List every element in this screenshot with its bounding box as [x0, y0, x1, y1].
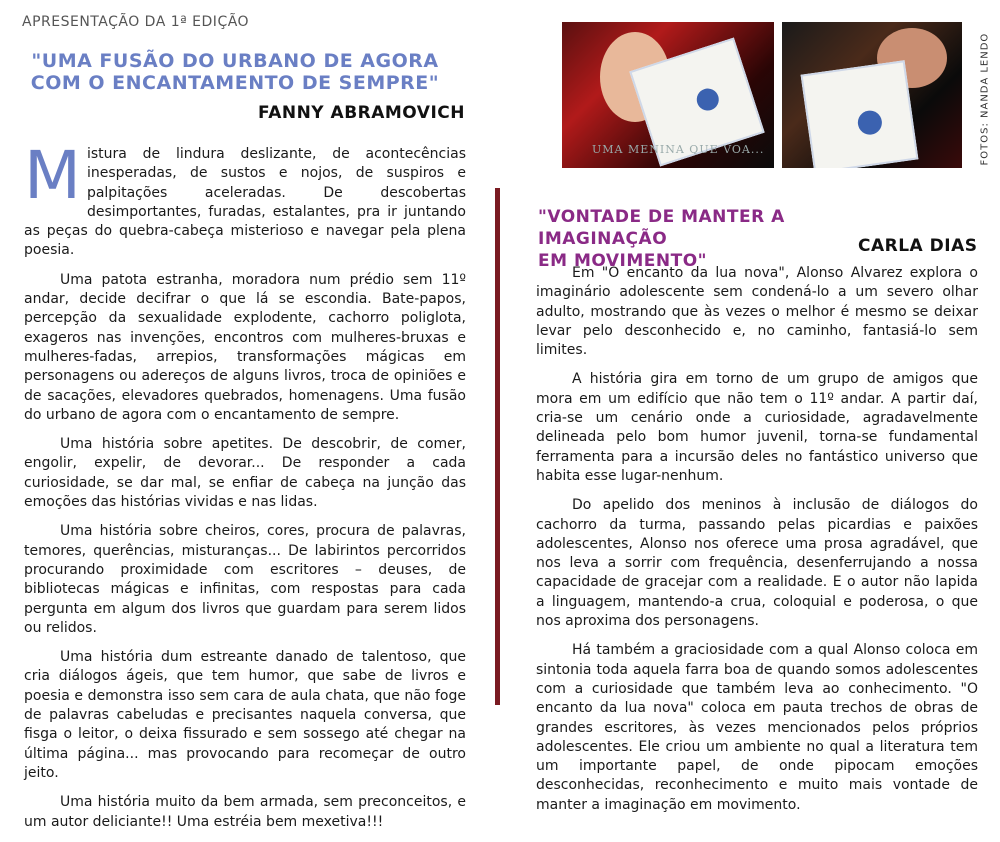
left-article-title: [30, 50, 440, 94]
right-author-name: CARLA DIAS: [858, 236, 978, 256]
drop-cap: M: [24, 137, 81, 214]
paragraph: Uma história dum estreante danado de talentoso, que cria diálogos ágeis, que tem humor, que sabe de livros e poesia e demonstra isso sem cara de aula chata, que não foge de palavras cabeludas e precisantes naquela conversa, que fisga o leitor, o deixa fissurado e sem sossego até chegar na última página... mas provocando para recomeçar de outro jeito.: [24, 649, 466, 781]
left-title-line-2: COM O ENCANTAMENTO DE SEMPRE": [30, 72, 440, 94]
photo-credit: [975, 30, 989, 170]
moon-icon: [856, 109, 883, 136]
left-title-line-1: "UMA FUSÃO DO URBANO DE AGORA: [31, 50, 439, 72]
paragraph: Uma patota estranha, moradora num prédio sem 11º andar, decide decifrar o que lá se escondia. Bate-papos, percepção da sexualidade explodente, cachorro poliglota, exageros nas invenções, encontros com mulheres-bruxas e mulheres-fadas, arrepios, transformações mágicas em personagens ou adereços de alguns livros, troca de opiniões e de sacações, elevadores quebrados, homenagens. Uma fusão do urbano de agora com o encantamento de sempre.: [24, 271, 466, 423]
paragraph: [24, 137, 466, 261]
right-title-line-1: "VONTADE DE MANTER A IMAGINAÇÃO: [538, 207, 785, 249]
photo-girl-smiling-with-book: [562, 22, 774, 168]
section-kicker: APRESENTAÇÃO DA 1ª EDIÇÃO: [22, 14, 250, 30]
book-shape: [801, 60, 919, 168]
right-article-body: [536, 264, 978, 825]
paragraph: Em "O encanto da lua nova", Alonso Alvarez explora o imaginário adolescente sem condená-lo a um severo olhar adulto, mostrando que às vezes o melhor é mesmo se deixar levar pelo desconhecido e, no caminho, fantasiá-lo sem limites.: [536, 265, 978, 359]
column-divider-bar: [495, 188, 500, 705]
paragraph: Uma história muito da bem armada, sem preconceitos, e um autor deliciante!! Uma estréia bem mexetiva!!!: [24, 794, 466, 830]
paragraph: Há também a graciosidade com a qual Alonso coloca em sintonia toda aquela farra boa de quando somos adolescentes com a curiosidade que também leva ao conhecimento. "O encanto da lua nova" coloca em pauta trechos de obras de grandes escritores, às vezes mencionados pelos próprios adolescentes. Ele criou um ambiente no qual a literatura tem um importante papel, de onde pipocam emoções desconhecidas, reconhecimento e muito mais vontade de manter a imaginação em movimento.: [536, 642, 978, 813]
photo-girl-eyes-behind-book: [782, 22, 962, 168]
right-title-line-2: EM MOVIMENTO": [538, 251, 708, 271]
paragraph: Do apelido dos meninos à inclusão de diálogos do cachorro da turma, passando pelas picardias e paixões adolescentes, Alonso nos oferece uma prosa agradável, que nos leva a sorrir com frequência, desenferrujando a nossa capacidade de gracejar com a realidade. E o autor não lapida a linguagem, mantendo-a crua, coloquial e poderosa, o que nos aproxima dos personagens.: [536, 497, 978, 630]
paragraph: Uma história sobre cheiros, cores, procura de palavras, temores, querências, misturanças... De labirintos percorridos procurando proximidade com escritores – deuses, de bibliotecas mágicas e infinitas, com respostas para cada pergunta em algum dos livros que guardam para serem lidos ou relidos.: [24, 523, 466, 636]
paragraph-text: istura de lindura deslizante, de acontecências inesperadas, de sustos e nojos, de suspiros e palpitações aceleradas. De descobertas desimportantes, furadas, estalantes, pra ir juntando as peças do quebra-cabeça misterioso e navegar pela plena poesia.: [24, 146, 466, 259]
left-article-body: [24, 137, 466, 842]
photo-caption: UMA MENINA QUE VOA...: [592, 143, 765, 156]
paragraph: Uma história sobre apetites. De descobrir, de comer, engolir, expelir, de devorar... De responder a cada curiosidade, se dar mal, se enfiar de cabeça na junção das emoções das histórias vividas e nas lidas.: [24, 436, 466, 511]
paragraph: A história gira em torno de um grupo de amigos que mora em um edifício que não tem o 11º andar. A partir daí, cria-se um cenário onde a curiosidade, agradavelmente delineada pelo bom humor juvenil, torna-se fundamental ferramenta para a incursão deles no fantástico universo que habita esse lugar-nenhum.: [536, 371, 978, 484]
left-author-name: FANNY ABRAMOVICH: [258, 103, 465, 123]
photo-credit-text: FOTOS: NANDA LENDO: [979, 32, 991, 166]
moon-icon: [694, 86, 722, 114]
